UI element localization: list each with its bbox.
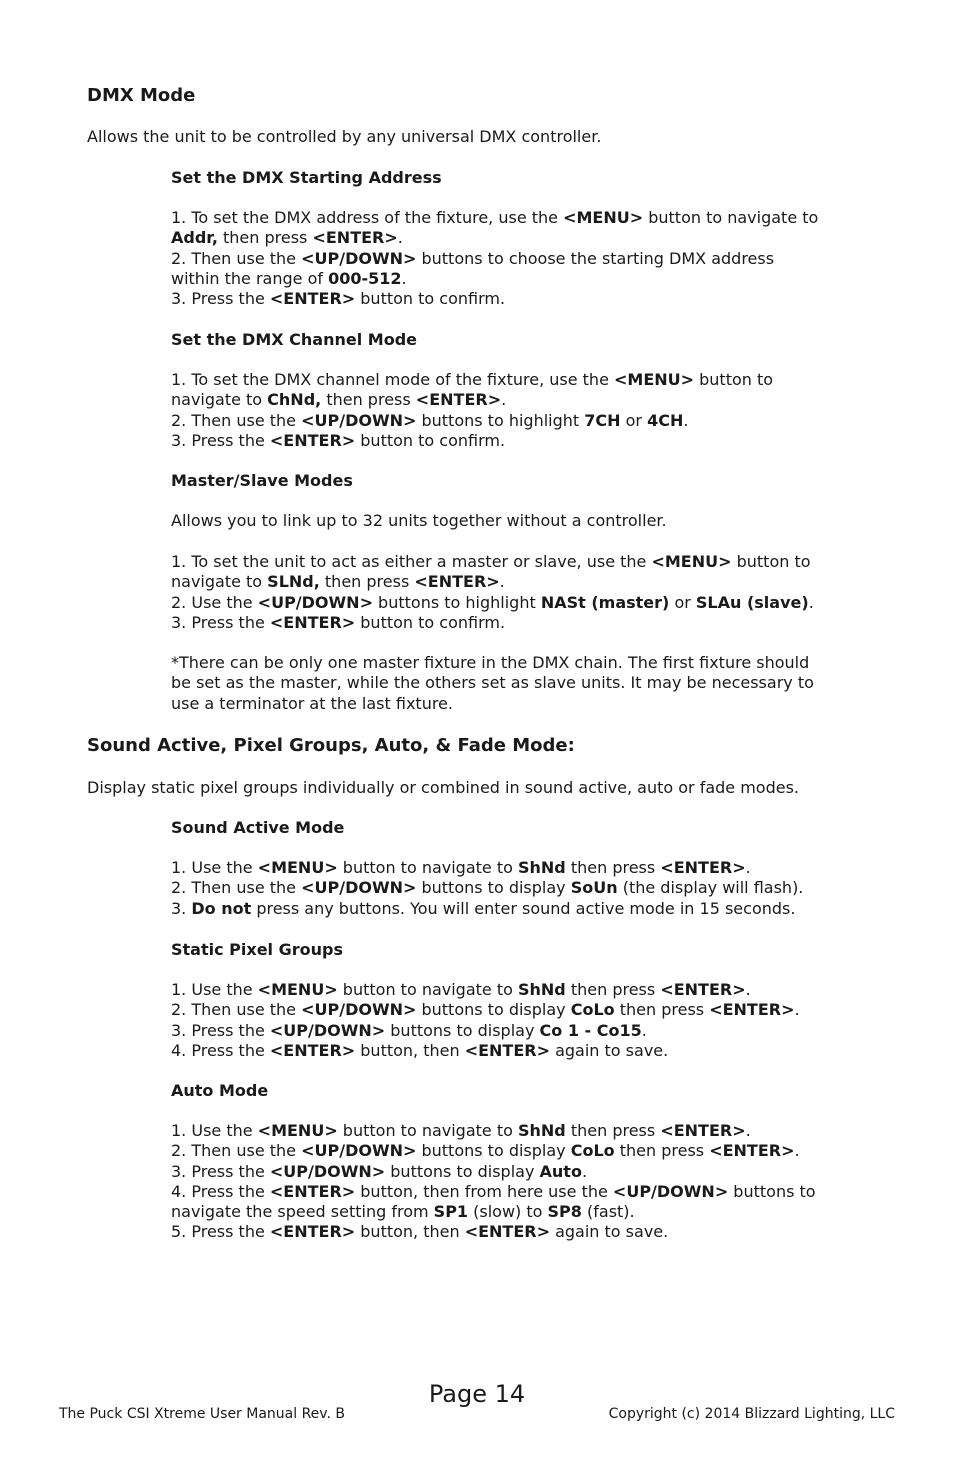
text-run: button to confirm. xyxy=(355,430,506,450)
text-run: . xyxy=(745,1121,751,1140)
step-line xyxy=(171,431,773,451)
text-run: 3. Press the xyxy=(171,612,270,632)
text-run: . xyxy=(683,410,689,430)
text-run: button, then xyxy=(355,1222,465,1242)
text-run: 3. Press the xyxy=(171,430,270,450)
bold-term: NASt (master) xyxy=(540,592,670,612)
step-line xyxy=(171,1162,816,1182)
text-run: . xyxy=(745,980,751,999)
text-run: 1. Use the xyxy=(171,1121,258,1140)
bold-term: Co 1 - Co15 xyxy=(539,1020,642,1040)
bold-term: <ENTER> xyxy=(660,980,746,999)
static-pixel-heading: Static Pixel Groups xyxy=(171,940,343,959)
step-line xyxy=(171,980,800,1000)
text-run: buttons to highlight xyxy=(372,592,541,612)
bold-term: Do not xyxy=(191,898,252,918)
bold-term: <MENU> xyxy=(614,370,695,389)
step-line xyxy=(171,1041,800,1061)
step-line xyxy=(171,1182,816,1202)
step-line xyxy=(171,1141,816,1161)
text-run: 3. xyxy=(171,898,192,918)
bold-term: <ENTER> xyxy=(312,228,398,248)
bold-term: ShNd xyxy=(517,1121,566,1140)
auto-mode-heading: Auto Mode xyxy=(171,1081,269,1100)
step-line xyxy=(171,1021,800,1041)
bold-term: CoLo xyxy=(570,1141,615,1161)
bold-term: <UP/DOWN> xyxy=(301,1141,417,1161)
text-run: . xyxy=(401,268,407,288)
text-run: buttons to choose the starting DMX address xyxy=(416,248,775,268)
footer-manual-title: The Puck CSI Xtreme User Manual Rev. B xyxy=(59,1406,345,1422)
bold-term: 7CH xyxy=(584,410,621,430)
sound-mode-intro: Display static pixel groups individually or combined in sound active, auto or fade modes. xyxy=(87,778,800,797)
text-run: button to xyxy=(731,552,811,571)
text-run: then press xyxy=(321,390,416,410)
text-run: navigate to xyxy=(171,390,268,410)
step-line xyxy=(171,899,803,919)
bold-term: <MENU> xyxy=(257,858,338,877)
text-run: buttons to display xyxy=(416,1000,571,1020)
bold-term: <ENTER> xyxy=(269,1181,356,1201)
text-run: 1. To set the unit to act as either a master or slave, use the xyxy=(171,552,652,571)
text-run: then press xyxy=(614,1000,710,1020)
bold-term: <ENTER> xyxy=(464,1222,550,1242)
bold-term: <ENTER> xyxy=(269,1040,356,1060)
bold-term: <UP/DOWN> xyxy=(301,878,417,898)
master-slave-intro: Allows you to link up to 32 units together without a controller. xyxy=(171,511,667,530)
bold-term: Addr, xyxy=(171,228,218,248)
dmx-channel-heading: Set the DMX Channel Mode xyxy=(171,330,417,349)
auto-mode-steps xyxy=(171,1121,816,1243)
text-run: buttons to xyxy=(728,1181,816,1201)
text-run: button to confirm. xyxy=(355,612,506,632)
text-run: button to navigate to xyxy=(337,980,518,999)
text-run: . xyxy=(501,390,507,410)
bold-term: <UP/DOWN> xyxy=(301,410,417,430)
text-run: . xyxy=(794,1141,800,1161)
step-line xyxy=(171,593,814,613)
bold-term: <ENTER> xyxy=(464,1040,550,1060)
text-run: 3. Press the xyxy=(171,1161,270,1181)
step-line xyxy=(171,1222,816,1242)
text-run: buttons to display xyxy=(385,1020,540,1040)
text-run: 2. Then use the xyxy=(171,878,302,898)
text-run: . xyxy=(581,1161,588,1181)
text-run: button to navigate to xyxy=(337,1121,518,1140)
bold-term: <UP/DOWN> xyxy=(301,1000,417,1020)
bold-term: <MENU> xyxy=(257,1121,338,1140)
bold-term: <ENTER> xyxy=(269,612,356,632)
bold-term: Auto xyxy=(539,1161,582,1181)
bold-term: SLAu (slave) xyxy=(695,592,809,612)
bold-term: <UP/DOWN> xyxy=(269,1020,386,1040)
note-line: *There can be only one master fixture in the DMX chain. The first fixture should xyxy=(171,653,810,672)
text-run: then press xyxy=(565,858,661,877)
master-slave-heading: Master/Slave Modes xyxy=(171,471,353,490)
bold-term: CoLo xyxy=(570,1000,615,1020)
text-run: 1. To set the DMX channel mode of the fixture, use the xyxy=(171,370,614,389)
text-run: . xyxy=(641,1020,647,1040)
bold-term: ShNd xyxy=(517,980,566,999)
text-run: 2. Then use the xyxy=(171,1000,302,1020)
text-run: 1. To set the DMX address of the fixture, use the xyxy=(171,208,564,227)
bold-term: <ENTER> xyxy=(269,1222,356,1242)
bold-term: <ENTER> xyxy=(660,858,746,877)
step-line xyxy=(171,208,818,228)
text-run: . xyxy=(794,1000,800,1020)
text-run: then press xyxy=(565,980,661,999)
dmx-mode-heading: DMX Mode xyxy=(87,85,196,106)
master-slave-steps xyxy=(171,552,814,633)
step-line xyxy=(171,878,803,898)
text-run: (the display will flash). xyxy=(617,878,804,898)
text-run: (fast). xyxy=(581,1202,635,1222)
text-run: then press xyxy=(614,1141,710,1161)
text-run: 1. Use the xyxy=(171,858,258,877)
note-line: be set as the master, while the others set as slave units. It may be necessary to xyxy=(171,673,814,693)
text-run: 2. Then use the xyxy=(171,1141,302,1161)
bold-term: 000-512 xyxy=(328,268,402,288)
text-run: button, then xyxy=(355,1040,465,1060)
bold-term: SLNd, xyxy=(267,572,320,592)
text-run: buttons to display xyxy=(416,1141,571,1161)
text-run: 2. Then use the xyxy=(171,410,302,430)
text-run: press any buttons. You will enter sound active mode in 15 seconds. xyxy=(251,898,796,918)
step-line xyxy=(171,613,814,633)
bold-term: ShNd xyxy=(517,858,566,877)
bold-term: SoUn xyxy=(570,878,618,898)
text-run: then press xyxy=(217,228,313,248)
step-line xyxy=(171,411,773,431)
static-pixel-steps xyxy=(171,980,800,1061)
bold-term: <ENTER> xyxy=(709,1000,795,1020)
text-run: . xyxy=(745,858,751,877)
bold-term: <MENU> xyxy=(257,980,338,999)
text-run: 3. Press the xyxy=(171,1020,270,1040)
text-run: or xyxy=(620,410,648,430)
text-run: . xyxy=(499,572,505,592)
sound-mode-heading: Sound Active, Pixel Groups, Auto, & Fade Mode: xyxy=(87,735,575,756)
text-run: . xyxy=(808,592,814,612)
text-run: or xyxy=(669,592,696,612)
bold-term: <UP/DOWN> xyxy=(257,592,373,612)
text-run: navigate to xyxy=(171,572,268,592)
bold-term: <MENU> xyxy=(563,208,644,227)
bold-term: <MENU> xyxy=(651,552,732,571)
step-line xyxy=(171,370,773,390)
bold-term: <UP/DOWN> xyxy=(612,1181,729,1201)
step-line xyxy=(171,289,818,309)
step-line xyxy=(171,858,803,878)
text-run: button, then from here use the xyxy=(355,1181,613,1201)
text-run: 5. Press the xyxy=(171,1222,270,1242)
text-run: . xyxy=(397,228,403,248)
text-run: again to save. xyxy=(550,1222,669,1242)
text-run: 2. Use the xyxy=(171,592,258,612)
text-run: 4. Press the xyxy=(171,1040,270,1060)
bold-term: <ENTER> xyxy=(415,390,502,410)
step-line xyxy=(171,572,814,592)
bold-term: <ENTER> xyxy=(269,289,356,309)
master-slave-note xyxy=(171,653,814,714)
page-number: Page 14 xyxy=(428,1380,526,1408)
bold-term: <ENTER> xyxy=(414,572,500,592)
text-run: button to confirm. xyxy=(355,289,506,309)
text-run: button to xyxy=(694,370,774,389)
text-run: then press xyxy=(565,1121,661,1140)
bold-term: <ENTER> xyxy=(269,430,356,450)
text-run: (slow) to xyxy=(468,1202,548,1222)
dmx-mode-intro: Allows the unit to be controlled by any universal DMX controller. xyxy=(87,127,602,146)
step-line xyxy=(171,228,818,248)
step-line xyxy=(171,1000,800,1020)
dmx-address-heading: Set the DMX Starting Address xyxy=(171,168,442,187)
step-line xyxy=(171,390,773,410)
dmx-channel-steps xyxy=(171,370,773,451)
step-line xyxy=(171,1121,816,1141)
text-run: 1. Use the xyxy=(171,980,258,999)
footer-copyright: Copyright (c) 2014 Blizzard Lighting, LLC xyxy=(608,1406,895,1422)
sound-active-heading: Sound Active Mode xyxy=(171,818,345,837)
text-run: again to save. xyxy=(550,1040,669,1060)
bold-term: SP8 xyxy=(547,1202,582,1222)
note-line: use a terminator at the last fixture. xyxy=(171,693,453,713)
bold-term: <UP/DOWN> xyxy=(269,1161,386,1181)
dmx-address-steps xyxy=(171,208,818,309)
text-run: buttons to display xyxy=(385,1161,540,1181)
bold-term: 4CH xyxy=(647,410,684,430)
text-run: buttons to highlight xyxy=(416,410,585,430)
step-line xyxy=(171,269,818,289)
text-run: then press xyxy=(319,572,415,592)
step-line xyxy=(171,249,818,269)
bold-term: SP1 xyxy=(433,1202,469,1222)
text-run: buttons to display xyxy=(416,878,571,898)
text-run: 3. Press the xyxy=(171,289,270,309)
text-run: 2. Then use the xyxy=(171,248,302,268)
text-run: within the range of xyxy=(171,268,329,288)
bold-term: <ENTER> xyxy=(660,1121,746,1140)
step-line xyxy=(171,1202,816,1222)
bold-term: ChNd, xyxy=(267,390,322,410)
text-run: navigate the speed setting from xyxy=(171,1202,434,1222)
text-run: button to navigate to xyxy=(337,858,518,877)
text-run: 4. Press the xyxy=(171,1181,270,1201)
bold-term: <ENTER> xyxy=(709,1141,795,1161)
step-line xyxy=(171,552,814,572)
sound-active-steps xyxy=(171,858,803,919)
text-run: button to navigate to xyxy=(643,208,819,227)
bold-term: <UP/DOWN> xyxy=(301,248,417,268)
